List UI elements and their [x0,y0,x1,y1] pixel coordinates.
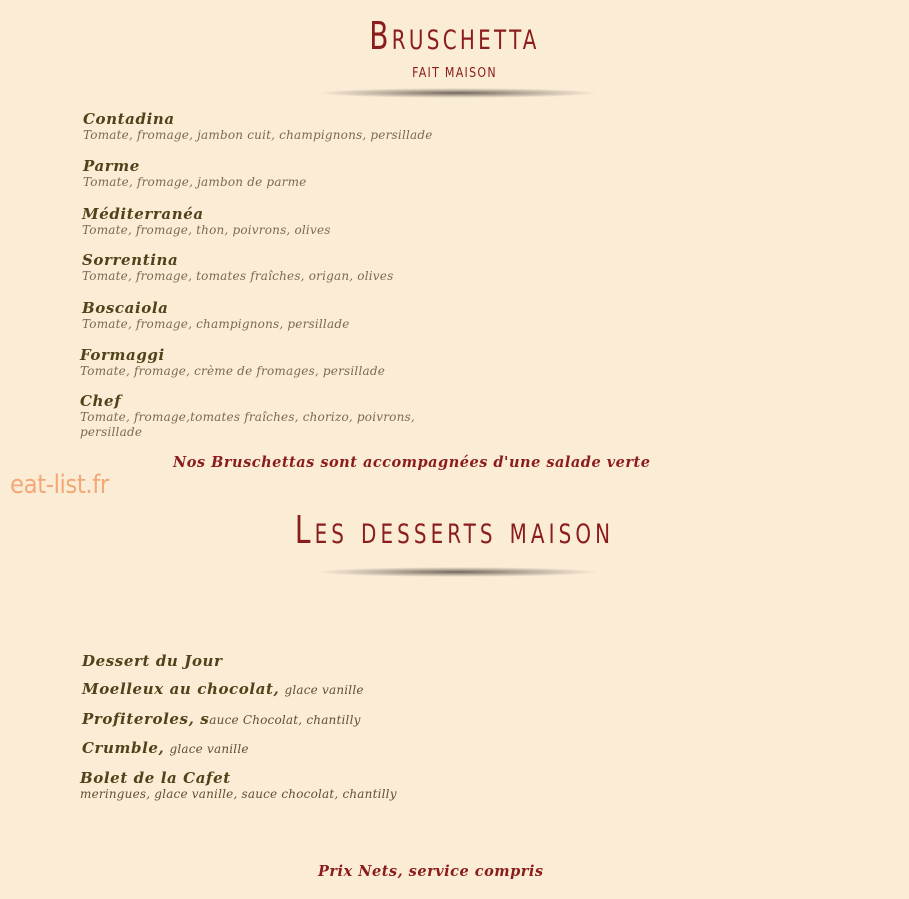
dessert-name: Dessert du Jour [82,652,223,670]
menu-item [82,299,350,332]
dessert-name: Moelleux au chocolat, [82,680,280,698]
dessert-item [82,651,223,670]
dessert-name: Profiteroles, s [82,710,210,728]
dessert-extra: glace vanille [284,683,364,697]
item-description: Tomate, fromage, jambon de parme [83,175,307,189]
menu-item [80,392,415,440]
bruschetta-note: Nos Bruschettas sont accompagnées d'une salade verte [173,454,651,471]
item-description: Tomate, fromage,tomates fraîches, chorizo, poivrons, [80,410,415,424]
item-description: Tomate, fromage, champignons, persillade [82,317,350,331]
divider [315,567,600,577]
item-name: Formaggi [80,346,165,364]
item-name: Contadina [83,110,175,128]
item-description: Tomate, fromage, tomates fraîches, origan, olives [82,269,394,283]
section-subtitle: FAIT MAISON [412,66,497,81]
dessert-description: meringues, glace vanille, sauce chocolat, chantilly [80,787,397,801]
item-name: Sorrentina [82,251,179,269]
section-title-desserts: Les desserts maison [294,508,615,552]
menu-item [82,205,331,238]
item-description: Tomate, fromage, crème de fromages, persillade [80,364,386,378]
dessert-name: Crumble, [82,739,165,757]
dessert-item [82,679,364,698]
menu-item [83,157,306,190]
dessert-item [82,709,361,728]
menu-item [80,346,385,379]
item-description: Tomate, fromage, jambon cuit, champignons, persillade [83,128,433,142]
dessert-item [80,769,397,802]
item-description: persillade [80,425,143,439]
menu-item [83,110,433,143]
dessert-name: Bolet de la Cafet [80,769,231,787]
item-description: Tomate, fromage, thon, poivrons, olives [82,223,331,237]
dessert-extra: auce Chocolat, chantilly [209,713,361,727]
item-name: Boscaiola [82,299,169,317]
dessert-item [82,738,249,757]
menu-item [82,251,393,284]
section-title-bruschetta: Bruschetta [369,14,540,58]
item-name: Méditerranéa [82,205,204,223]
watermark: eat-list.fr [10,470,109,500]
divider [315,88,600,98]
item-name: Chef [80,392,122,410]
dessert-extra: glace vanille [169,742,249,756]
footer-note: Prix Nets, service compris [318,863,544,880]
item-name: Parme [83,157,140,175]
